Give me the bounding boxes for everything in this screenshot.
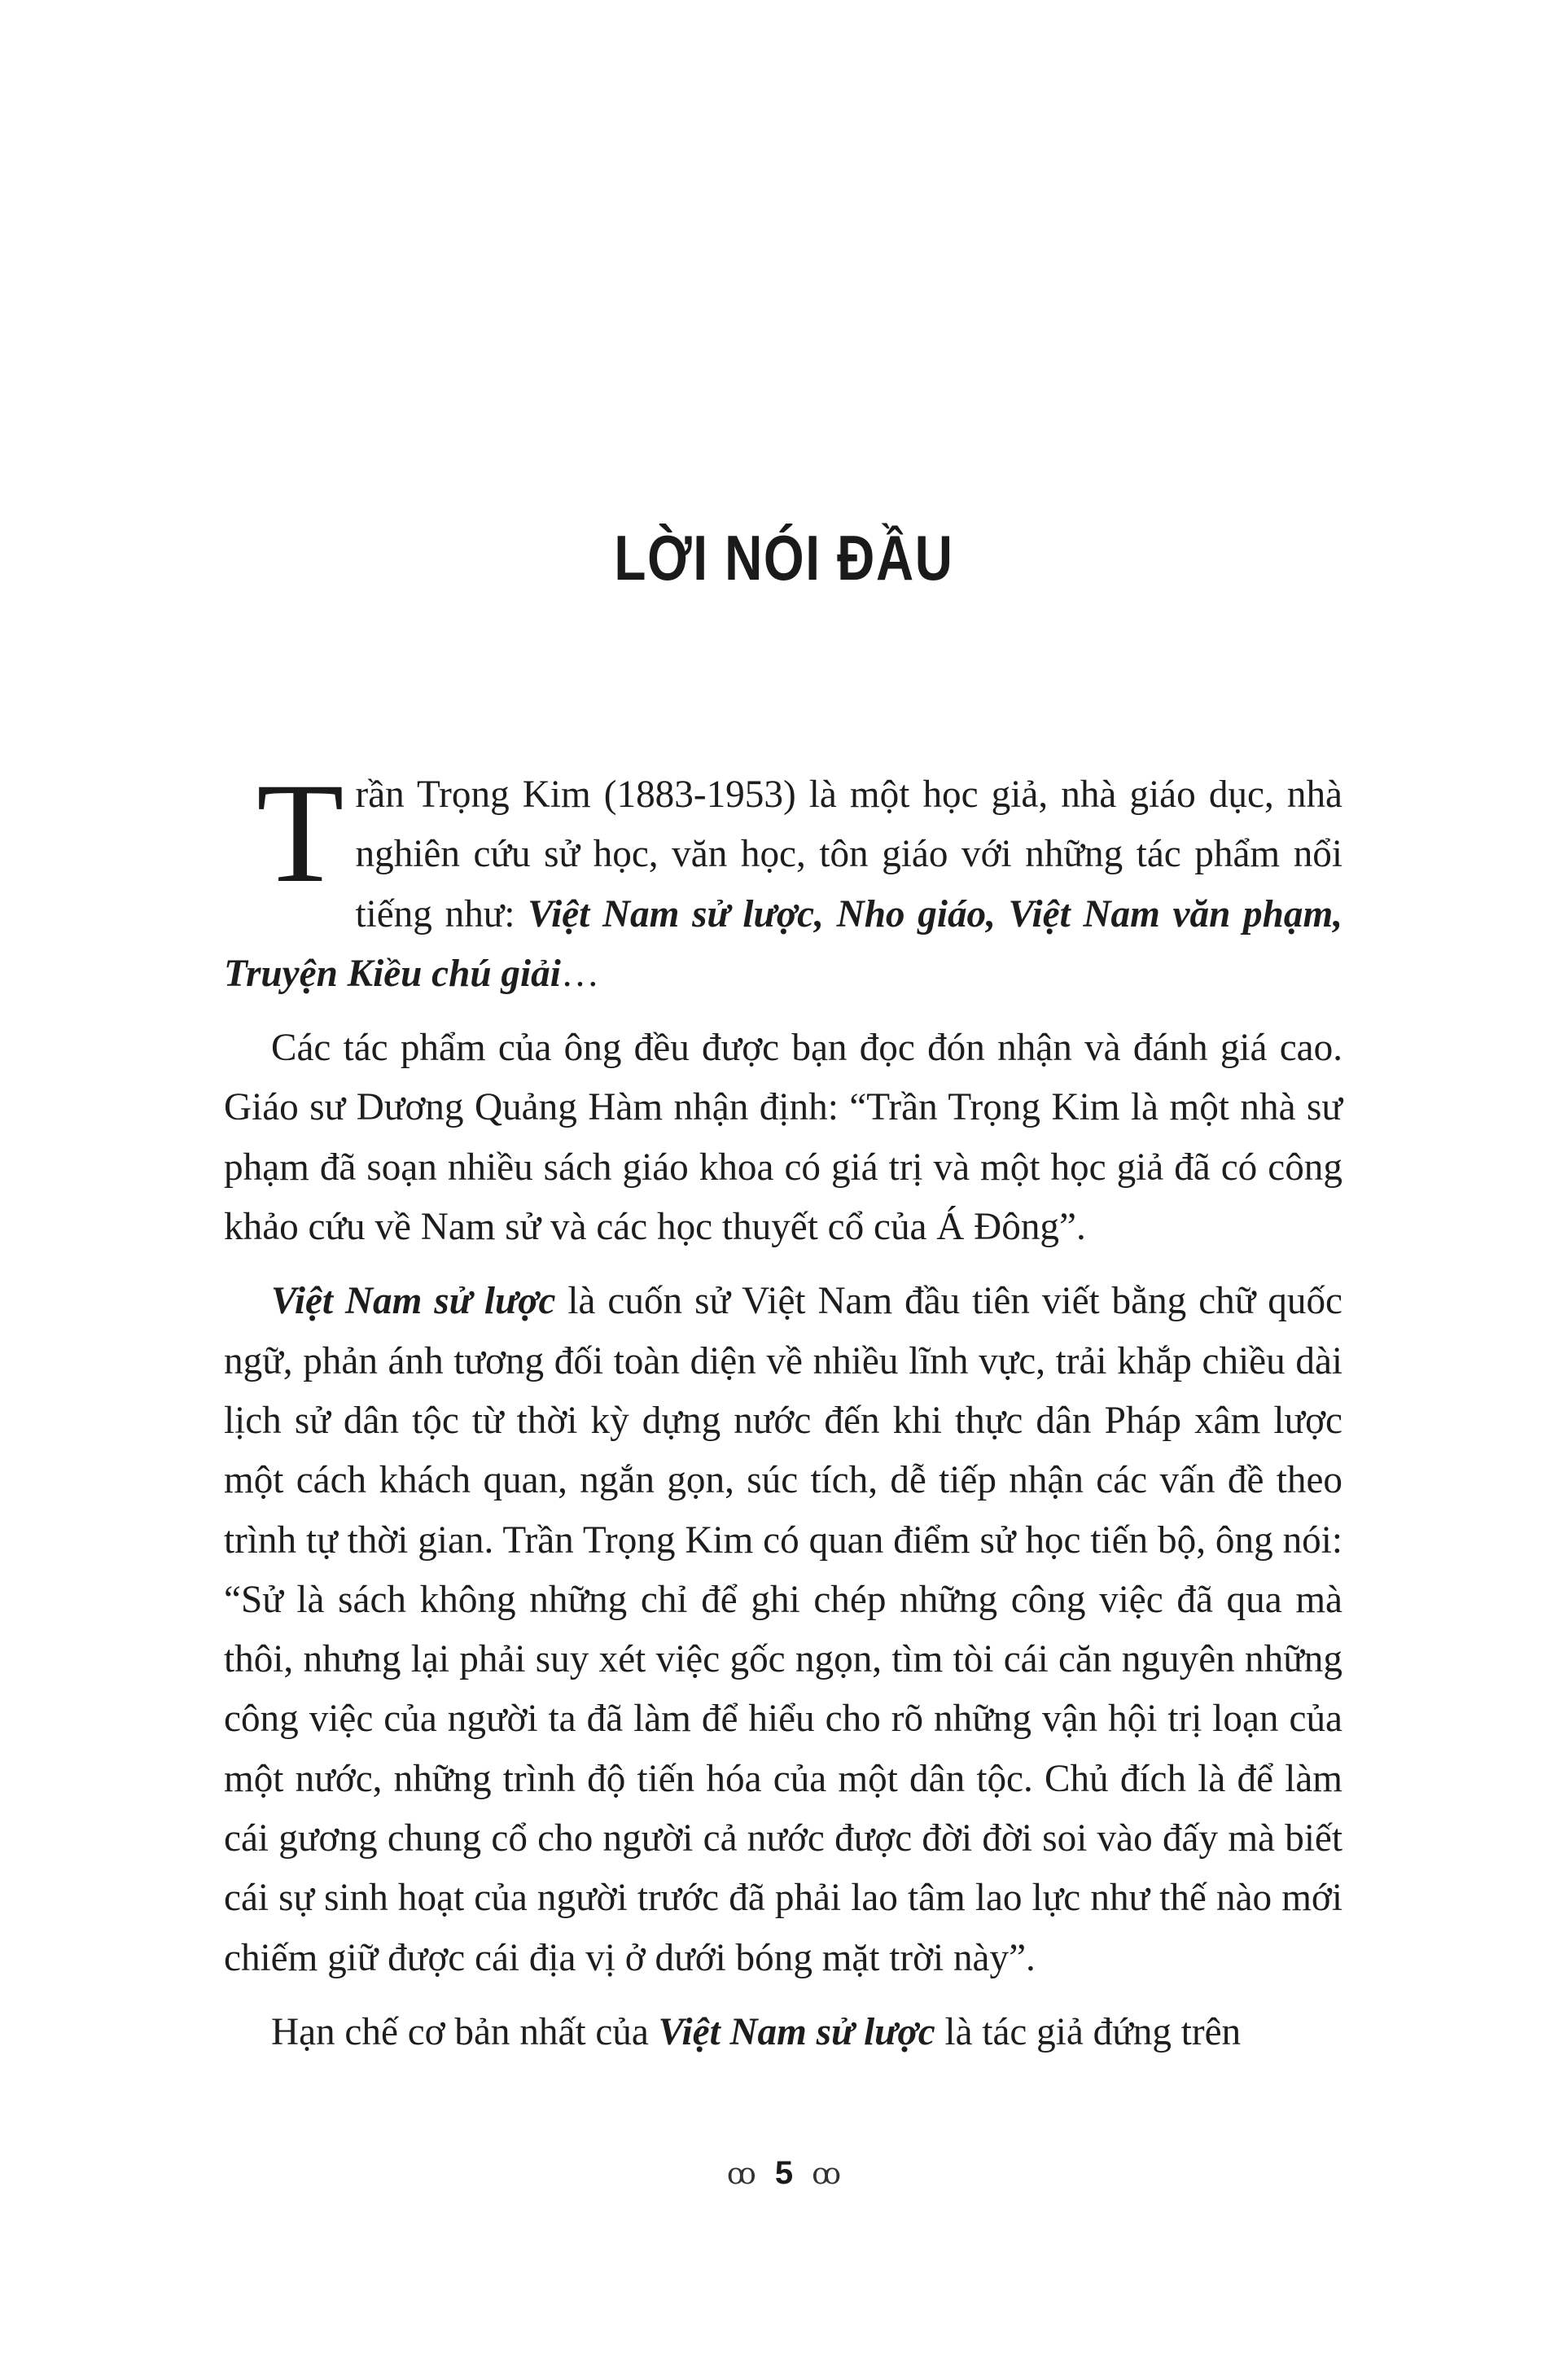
body-text [224,754,1342,2077]
paragraph-4 [224,2003,1342,2062]
page-number: 5 [774,2155,794,2192]
paragraph-1 [224,754,1342,1004]
chapter-title: LỜI NÓI ĐẦU [614,522,954,594]
paragraph-4-text-b: là tác giả đứng trên [935,2010,1242,2053]
right-ornament-icon: ꝏ [812,2157,842,2190]
paragraph-3-text: là cuốn sử Việt Nam đầu tiên viết bằng chữ quốc ngữ, phản ánh tương đối toàn diện về nhiều lĩnh vực, trải khắp chiều dài lịch sử dân tộc từ thời kỳ dựng nước đến khi thực dân Pháp xâm lược một cách khách quan, ngắn gọn, súc tích, dễ tiếp nhận các vấn đề theo trình tự thời gian. Trần Trọng Kim có quan điểm sử học tiến bộ, ông nói: “Sử là sách không những chỉ để ghi chép những công việc đã qua mà thôi, nhưng lại phải suy xét việc gốc ngọn, tìm tòi cái căn nguyên những công việc của người ta đã làm để hiểu cho rõ những vận hội trị loạn của một nước, những trình độ tiến hóa của một dân tộc. Chủ đích là để làm cái gương chung cổ cho người cả nước được đời đời soi vào đấy mà biết cái sự sinh hoạt của người trước đã phải lao tâm lao lực như thế nào mới chiếm giữ được cái địa vị ở dưới bóng mặt trời này”. [224,1280,1342,1979]
paragraph-2 [224,1019,1342,1257]
paragraph-4-text-a: Hạn chế cơ bản nhất của [271,2010,659,2053]
paragraph-4-book-title: Việt Nam sử lược [658,2010,935,2053]
paragraph-1-text-b: … [560,952,599,995]
paragraph-2-text: Các tác phẩm của ông đều được bạn đọc đón nhận và đánh giá cao. Giáo sư Dương Quảng Hàm nhận định: “Trần Trọng Kim là một nhà sư phạm đã soạn nhiều sách giáo khoa có giá trị và một học giả đã có công khảo cứu về Nam sử và các học thuyết cổ của Á Đông”. [224,1027,1342,1249]
drop-cap: T [256,754,344,913]
paragraph-1-book-titles: Việt Nam sử lược, Nho giáo, Việt Nam văn phạm, Truyện Kiều chú giải [224,892,1342,995]
left-ornament-icon: ꝏ [726,2157,756,2190]
paragraph-3 [224,1272,1342,1988]
page-footer [0,2153,1568,2192]
paragraph-1-text-a: rần Trọng Kim (1883-1953) là một học giả, nhà giáo dục, nhà nghiên cứu sử học, văn học, tôn giáo với những tác phẩm nổi tiếng như: [355,773,1342,935]
paragraph-3-book-title: Việt Nam sử lược [271,1280,556,1323]
